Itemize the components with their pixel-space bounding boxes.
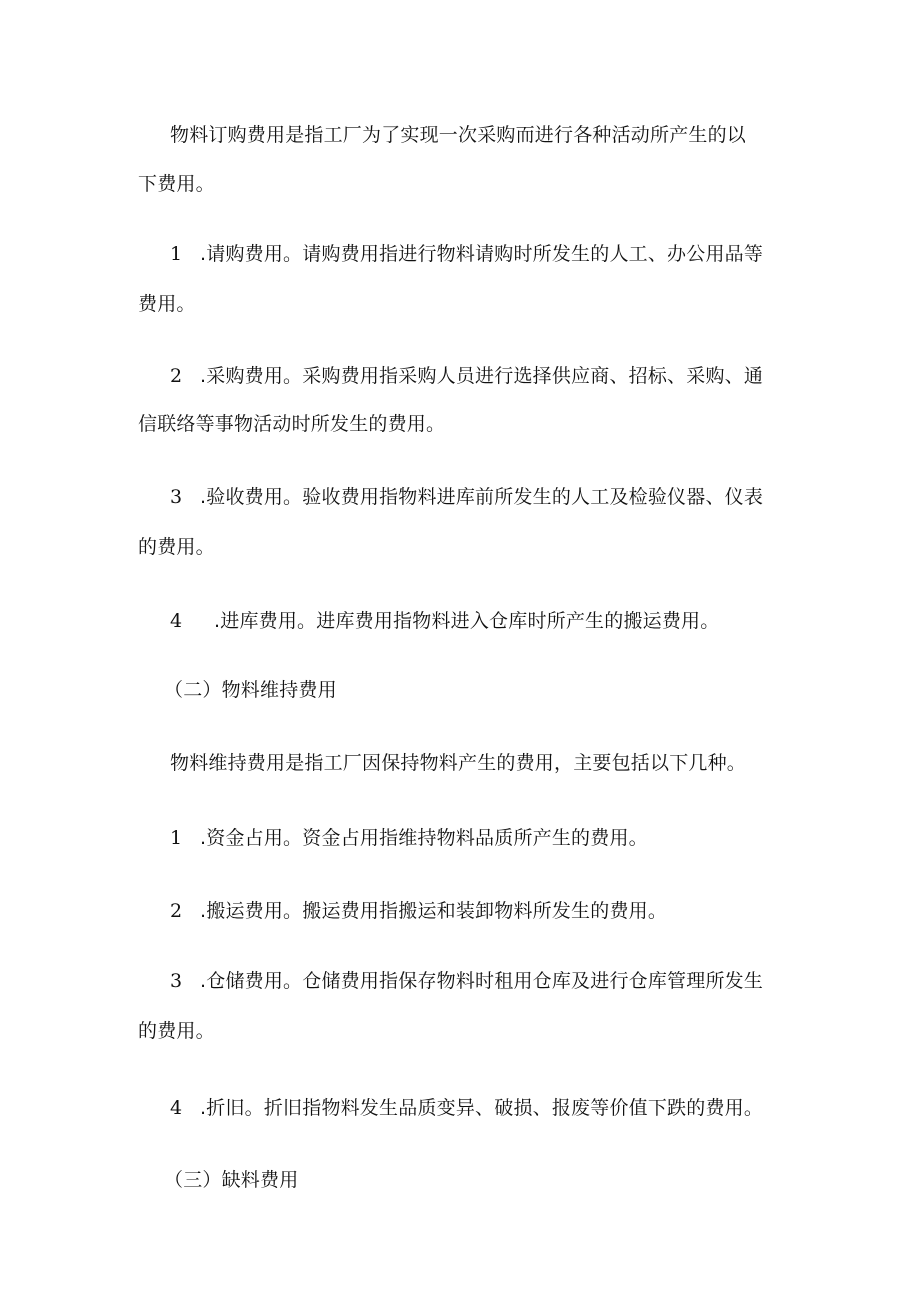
order-item-1-continuation: 费用。	[138, 293, 196, 315]
maintenance-item-4-text: .折旧。折旧指物料发生品质变异、破损、报废等价值下跌的费用。	[200, 1097, 764, 1119]
maintenance-item-1	[170, 826, 648, 850]
maintenance-item-3-continuation: 的费用。	[138, 1020, 215, 1042]
intro-paragraph-line-1: 物料订购费用是指工厂为了实现一次采购而进行各种活动所产生的以	[170, 124, 747, 146]
maintenance-item-2-text: .搬运费用。搬运费用指搬运和装卸物料所发生的费用。	[200, 900, 668, 922]
order-item-2-text: .采购费用。采购费用指采购人员进行选择供应商、招标、采购、通	[200, 365, 764, 387]
maintenance-item-3	[170, 969, 763, 993]
maintenance-item-2-number: 2	[170, 900, 183, 922]
maintenance-item-1-number: 1	[170, 827, 183, 849]
order-item-3-text: .验收费用。验收费用指物料进库前所发生的人工及检验仪器、仪表	[200, 486, 764, 508]
order-item-4-number: 4	[170, 610, 183, 632]
section-2-heading: （二）物料维持费用	[164, 679, 337, 701]
order-item-1-number: 1	[170, 243, 183, 265]
maintenance-item-1-text: .资金占用。资金占用指维持物料品质所产生的费用。	[200, 827, 648, 849]
intro-paragraph-line-2: 下费用。	[138, 173, 215, 195]
section-2-intro: 物料维持费用是指工厂因保持物料产生的费用，主要包括以下几种。	[170, 752, 747, 774]
maintenance-item-3-number: 3	[170, 970, 183, 992]
order-item-3	[170, 485, 763, 509]
order-item-2	[170, 364, 763, 388]
maintenance-item-3-text: .仓储费用。仓储费用指保存物料时租用仓库及进行仓库管理所发生	[200, 970, 764, 992]
maintenance-item-4	[170, 1096, 763, 1120]
order-item-1	[170, 242, 763, 266]
order-item-4	[170, 609, 719, 633]
maintenance-item-2	[170, 899, 667, 923]
order-item-2-number: 2	[170, 365, 183, 387]
order-item-4-text: .进库费用。进库费用指物料进入仓库时所产生的搬运费用。	[214, 610, 720, 632]
maintenance-item-4-number: 4	[170, 1097, 183, 1119]
order-item-2-continuation: 信联络等事物活动时所发生的费用。	[138, 413, 446, 435]
section-3-heading: （三）缺料费用	[164, 1169, 299, 1191]
order-item-3-number: 3	[170, 486, 183, 508]
order-item-1-text: .请购费用。请购费用指进行物料请购时所发生的人工、办公用品等	[200, 243, 764, 265]
order-item-3-continuation: 的费用。	[138, 536, 215, 558]
